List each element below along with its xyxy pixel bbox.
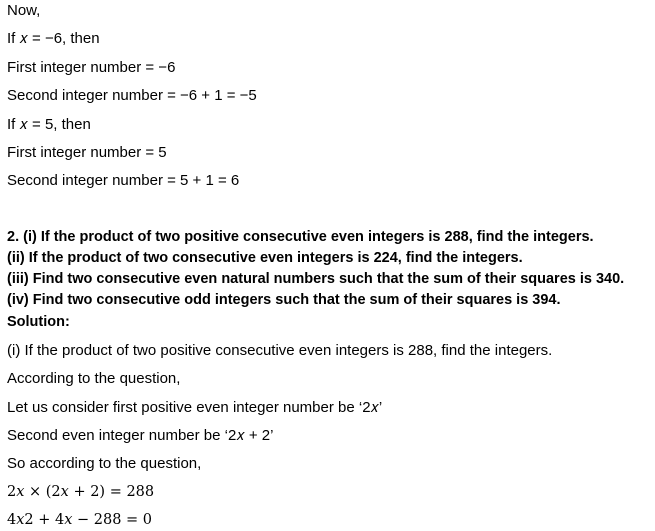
text-line-case-x-minus-6: If 𝑥 = −6, then: [7, 30, 100, 47]
equation-product: 2𝑥 × (2𝑥 + 2) = 288: [7, 484, 155, 500]
text-line-second-integer-pos: Second integer number = 5 + 1 = 6: [7, 172, 240, 189]
question-part-iv: (iv) Find two consecutive odd integers such that the sum of their squares is 394.: [7, 292, 561, 308]
question-part-ii: (ii) If the product of two consecutive even integers is 224, find the integers.: [7, 250, 523, 266]
solution-step-first-integer: Let us consider first positive even integer number be ‘2𝑥’: [7, 399, 383, 416]
question-heading: 2. (i) If the product of two positive consecutive even integers is 288, find the integers.: [7, 229, 594, 245]
solution-step-according: According to the question,: [7, 370, 181, 387]
text-line-case-x-5: If 𝑥 = 5, then: [7, 116, 91, 133]
text-line-first-integer-pos: First integer number = 5: [7, 144, 167, 161]
equation-quadratic: 4𝑥2 + 4𝑥 − 288 = 0: [7, 512, 153, 528]
text-line-now: Now,: [7, 2, 41, 19]
solution-step-second-integer: Second even integer number be ‘2𝑥 + 2’: [7, 427, 274, 444]
solution-restated-question: (i) If the product of two positive consecutive even integers is 288, find the integers.: [7, 342, 553, 359]
solution-step-so-according: So according to the question,: [7, 455, 202, 472]
question-part-iii: (iii) Find two consecutive even natural numbers such that the sum of their squares is 340.: [7, 271, 625, 287]
text-line-second-integer-neg: Second integer number = −6 + 1 = −5: [7, 87, 257, 104]
text-line-first-integer-neg: First integer number = −6: [7, 59, 176, 76]
solution-label: Solution:: [7, 314, 70, 330]
